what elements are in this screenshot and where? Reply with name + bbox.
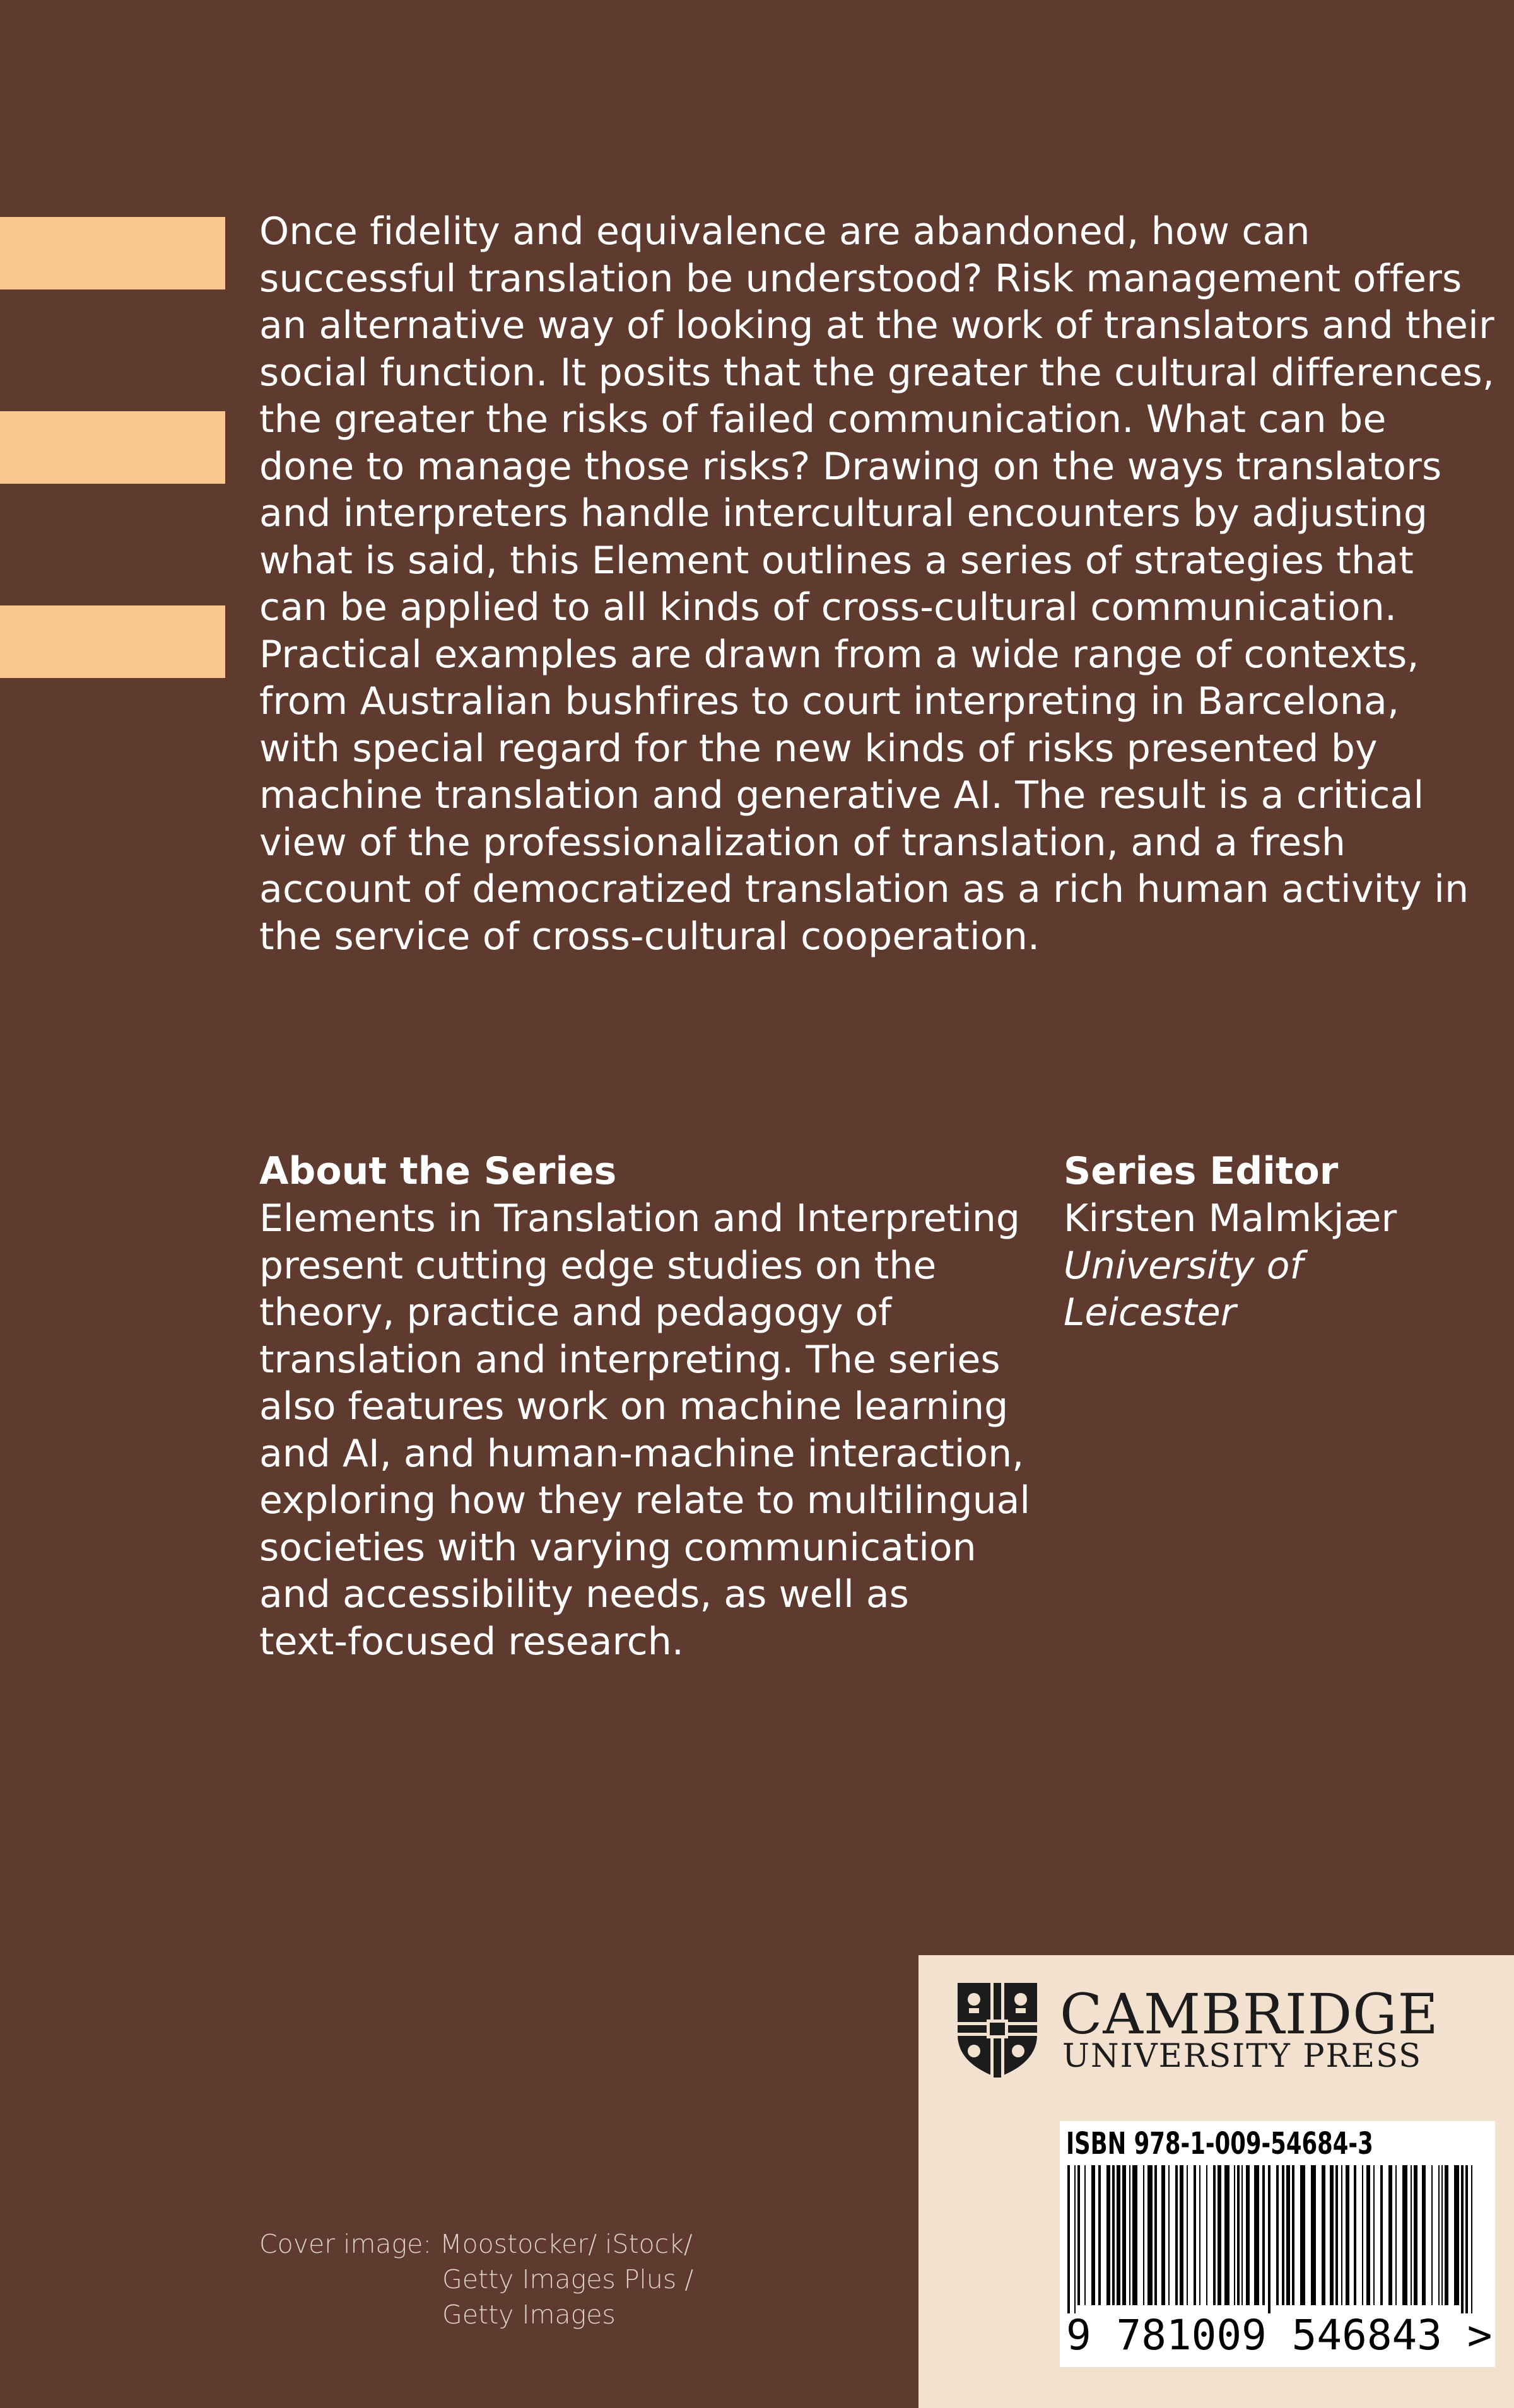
isbn-barcode (1060, 2121, 1495, 2367)
description-line: view of the professionalization of translation, and a fresh (259, 820, 1346, 865)
about-series-line: exploring how they relate to multilingual (259, 1478, 1031, 1523)
barcode-bar (1262, 2165, 1265, 2305)
barcode-bar (1366, 2165, 1370, 2305)
barcode-bar (1213, 2165, 1216, 2305)
barcode-bar (1282, 2165, 1284, 2305)
barcode-bar (1206, 2165, 1207, 2305)
barcode-bar (1471, 2165, 1472, 2313)
barcode-bar (1461, 2165, 1464, 2313)
description-line: machine translation and generative AI. The result is a critical (259, 773, 1424, 817)
barcode-bar (1234, 2165, 1235, 2305)
barcode-bar (1354, 2165, 1356, 2305)
about-series-line: societies with varying communication (259, 1525, 977, 1570)
barcode-bar (1422, 2165, 1426, 2305)
barcode-bar (1241, 2165, 1243, 2305)
barcode-bar (1341, 2165, 1342, 2305)
barcode-bar (1380, 2165, 1383, 2305)
barcode-bar (1122, 2165, 1126, 2305)
barcode-bar (1395, 2165, 1397, 2305)
barcode-bars (1062, 2165, 1491, 2313)
barcode-bar (1254, 2165, 1259, 2305)
description-line: can be applied to all kinds of cross-cultural communication. (259, 585, 1397, 629)
cambridge-shield-icon (955, 1980, 1040, 2079)
barcode-bar (1322, 2165, 1325, 2305)
series-editor (1064, 1148, 1442, 1336)
about-series-line: and accessibility needs, as well as (259, 1572, 909, 1616)
about-series-line: Elements in Translation and Interpreting (259, 1196, 1020, 1241)
barcode-bar (1112, 2165, 1115, 2305)
description-line: with special regard for the new kinds of risks presented by (259, 726, 1378, 771)
barcode-bar (1311, 2165, 1316, 2305)
barcode-bar (1286, 2165, 1290, 2305)
barcode-bar (1218, 2165, 1221, 2305)
barcode-bar (1180, 2165, 1183, 2305)
description-line: and interpreters handle intercultural encounters by adjusting (259, 491, 1428, 535)
credit-line-1: Cover image: Moostocker/ iStock/ (259, 2229, 693, 2259)
about-series-line: also features work on machine learning (259, 1384, 1009, 1429)
barcode-bar (1175, 2165, 1178, 2305)
about-series-heading: About the Series (259, 1149, 617, 1193)
credit-line-3: Getty Images (442, 2300, 616, 2330)
series-editor-affiliation-line2: Leicester (1064, 1290, 1236, 1335)
barcode-bar (1414, 2165, 1417, 2305)
barcode-bar (1224, 2165, 1229, 2305)
barcode-bar (1187, 2165, 1188, 2305)
credit-line-2: Getty Images Plus / (442, 2264, 694, 2294)
barcode-bar (1411, 2165, 1412, 2305)
description-line: account of democratized translation as a rich human activity in (259, 867, 1469, 911)
barcode-bar (1445, 2165, 1448, 2305)
description-line: done to manage those risks? Drawing on the ways translators (259, 444, 1442, 489)
barcode-bar (1098, 2165, 1101, 2305)
barcode-bar (1067, 2165, 1070, 2313)
barcode-bar (1438, 2165, 1440, 2305)
barcode-bar (1431, 2165, 1433, 2305)
barcode-bar (1147, 2165, 1153, 2305)
description-line: from Australian bushfires to court interpreting in Barcelona, (259, 679, 1400, 723)
barcode-bar (1194, 2165, 1196, 2305)
barcode-bar (1237, 2165, 1240, 2305)
barcode-bar (1268, 2165, 1270, 2313)
barcode-bar (1161, 2165, 1165, 2305)
about-series-line: present cutting edge studies on the (259, 1243, 937, 1288)
barcode-bar (1346, 2165, 1349, 2305)
barcode-bar (1292, 2165, 1294, 2305)
barcode-bar (1441, 2165, 1443, 2305)
barcode-bar (1117, 2165, 1120, 2305)
description-line: Once fidelity and equivalence are abandoned, how can (259, 209, 1310, 254)
barcode-bar (1084, 2165, 1086, 2305)
cover-image-credit (259, 2226, 693, 2332)
barcode-bar (1335, 2165, 1338, 2305)
barcode-bar (1199, 2165, 1200, 2305)
accent-bar-top (0, 217, 225, 289)
about-series-text (259, 1195, 1029, 1665)
barcode-bar (1154, 2165, 1157, 2305)
barcode-bar (1074, 2165, 1076, 2313)
publisher-panel (918, 1955, 1514, 2408)
barcode-bar (1143, 2165, 1144, 2305)
publisher-subname: UNIVERSITY PRESS (1062, 2038, 1423, 2075)
barcode-bar (1300, 2165, 1305, 2305)
barcode-bar (1091, 2165, 1095, 2305)
series-editor-name: Kirsten Malmkjær (1064, 1196, 1397, 1241)
barcode-bar (1106, 2165, 1110, 2305)
publisher-name: CAMBRIDGE (1060, 1982, 1439, 2047)
series-editor-heading: Series Editor (1064, 1149, 1339, 1193)
about-series-line: translation and interpreting. The series (259, 1337, 1001, 1382)
description-line: the service of cross-cultural cooperation. (259, 914, 1040, 959)
description-line: what is said, this Element outlines a series of strategies that (259, 538, 1414, 583)
barcode-bar (1132, 2165, 1137, 2305)
about-series-line: theory, practice and pedagogy of (259, 1290, 892, 1335)
isbn-label: ISBN 978-1-009-54684-3 (1066, 2126, 1373, 2161)
book-description (259, 208, 1495, 960)
description-line: successful translation be understood? Risk management offers (259, 256, 1462, 301)
barcode-bar (1330, 2165, 1334, 2305)
about-series-line: and AI, and human-machine interaction, (259, 1431, 1024, 1476)
barcode-bar (1129, 2165, 1130, 2305)
description-line: social function. It posits that the greater the cultural differences, (259, 350, 1495, 395)
series-editor-affiliation-line1: University of (1064, 1243, 1303, 1288)
description-line: the greater the risks of failed communication. What can be (259, 397, 1387, 441)
description-line: Practical examples are drawn from a wide range of contexts, (259, 632, 1419, 677)
barcode-bar (1246, 2165, 1250, 2305)
barcode-bar (1454, 2165, 1459, 2305)
about-series-line: text-focused research. (259, 1619, 684, 1664)
barcode-bar (1362, 2165, 1363, 2305)
barcode-bar (1402, 2165, 1407, 2305)
about-the-series (259, 1148, 1029, 1665)
barcode-digits: 9 781009 546843 > (1066, 2311, 1493, 2359)
accent-bar-middle (0, 411, 225, 484)
barcode-bar (1373, 2165, 1375, 2305)
barcode-bar (1388, 2165, 1392, 2305)
description-line: an alternative way of looking at the work of translators and their (259, 303, 1494, 348)
barcode-bar (1077, 2165, 1080, 2305)
barcode-bar (1465, 2165, 1468, 2313)
barcode-bar (1168, 2165, 1170, 2305)
accent-bar-bottom (0, 605, 225, 678)
barcode-bar (1276, 2165, 1279, 2305)
